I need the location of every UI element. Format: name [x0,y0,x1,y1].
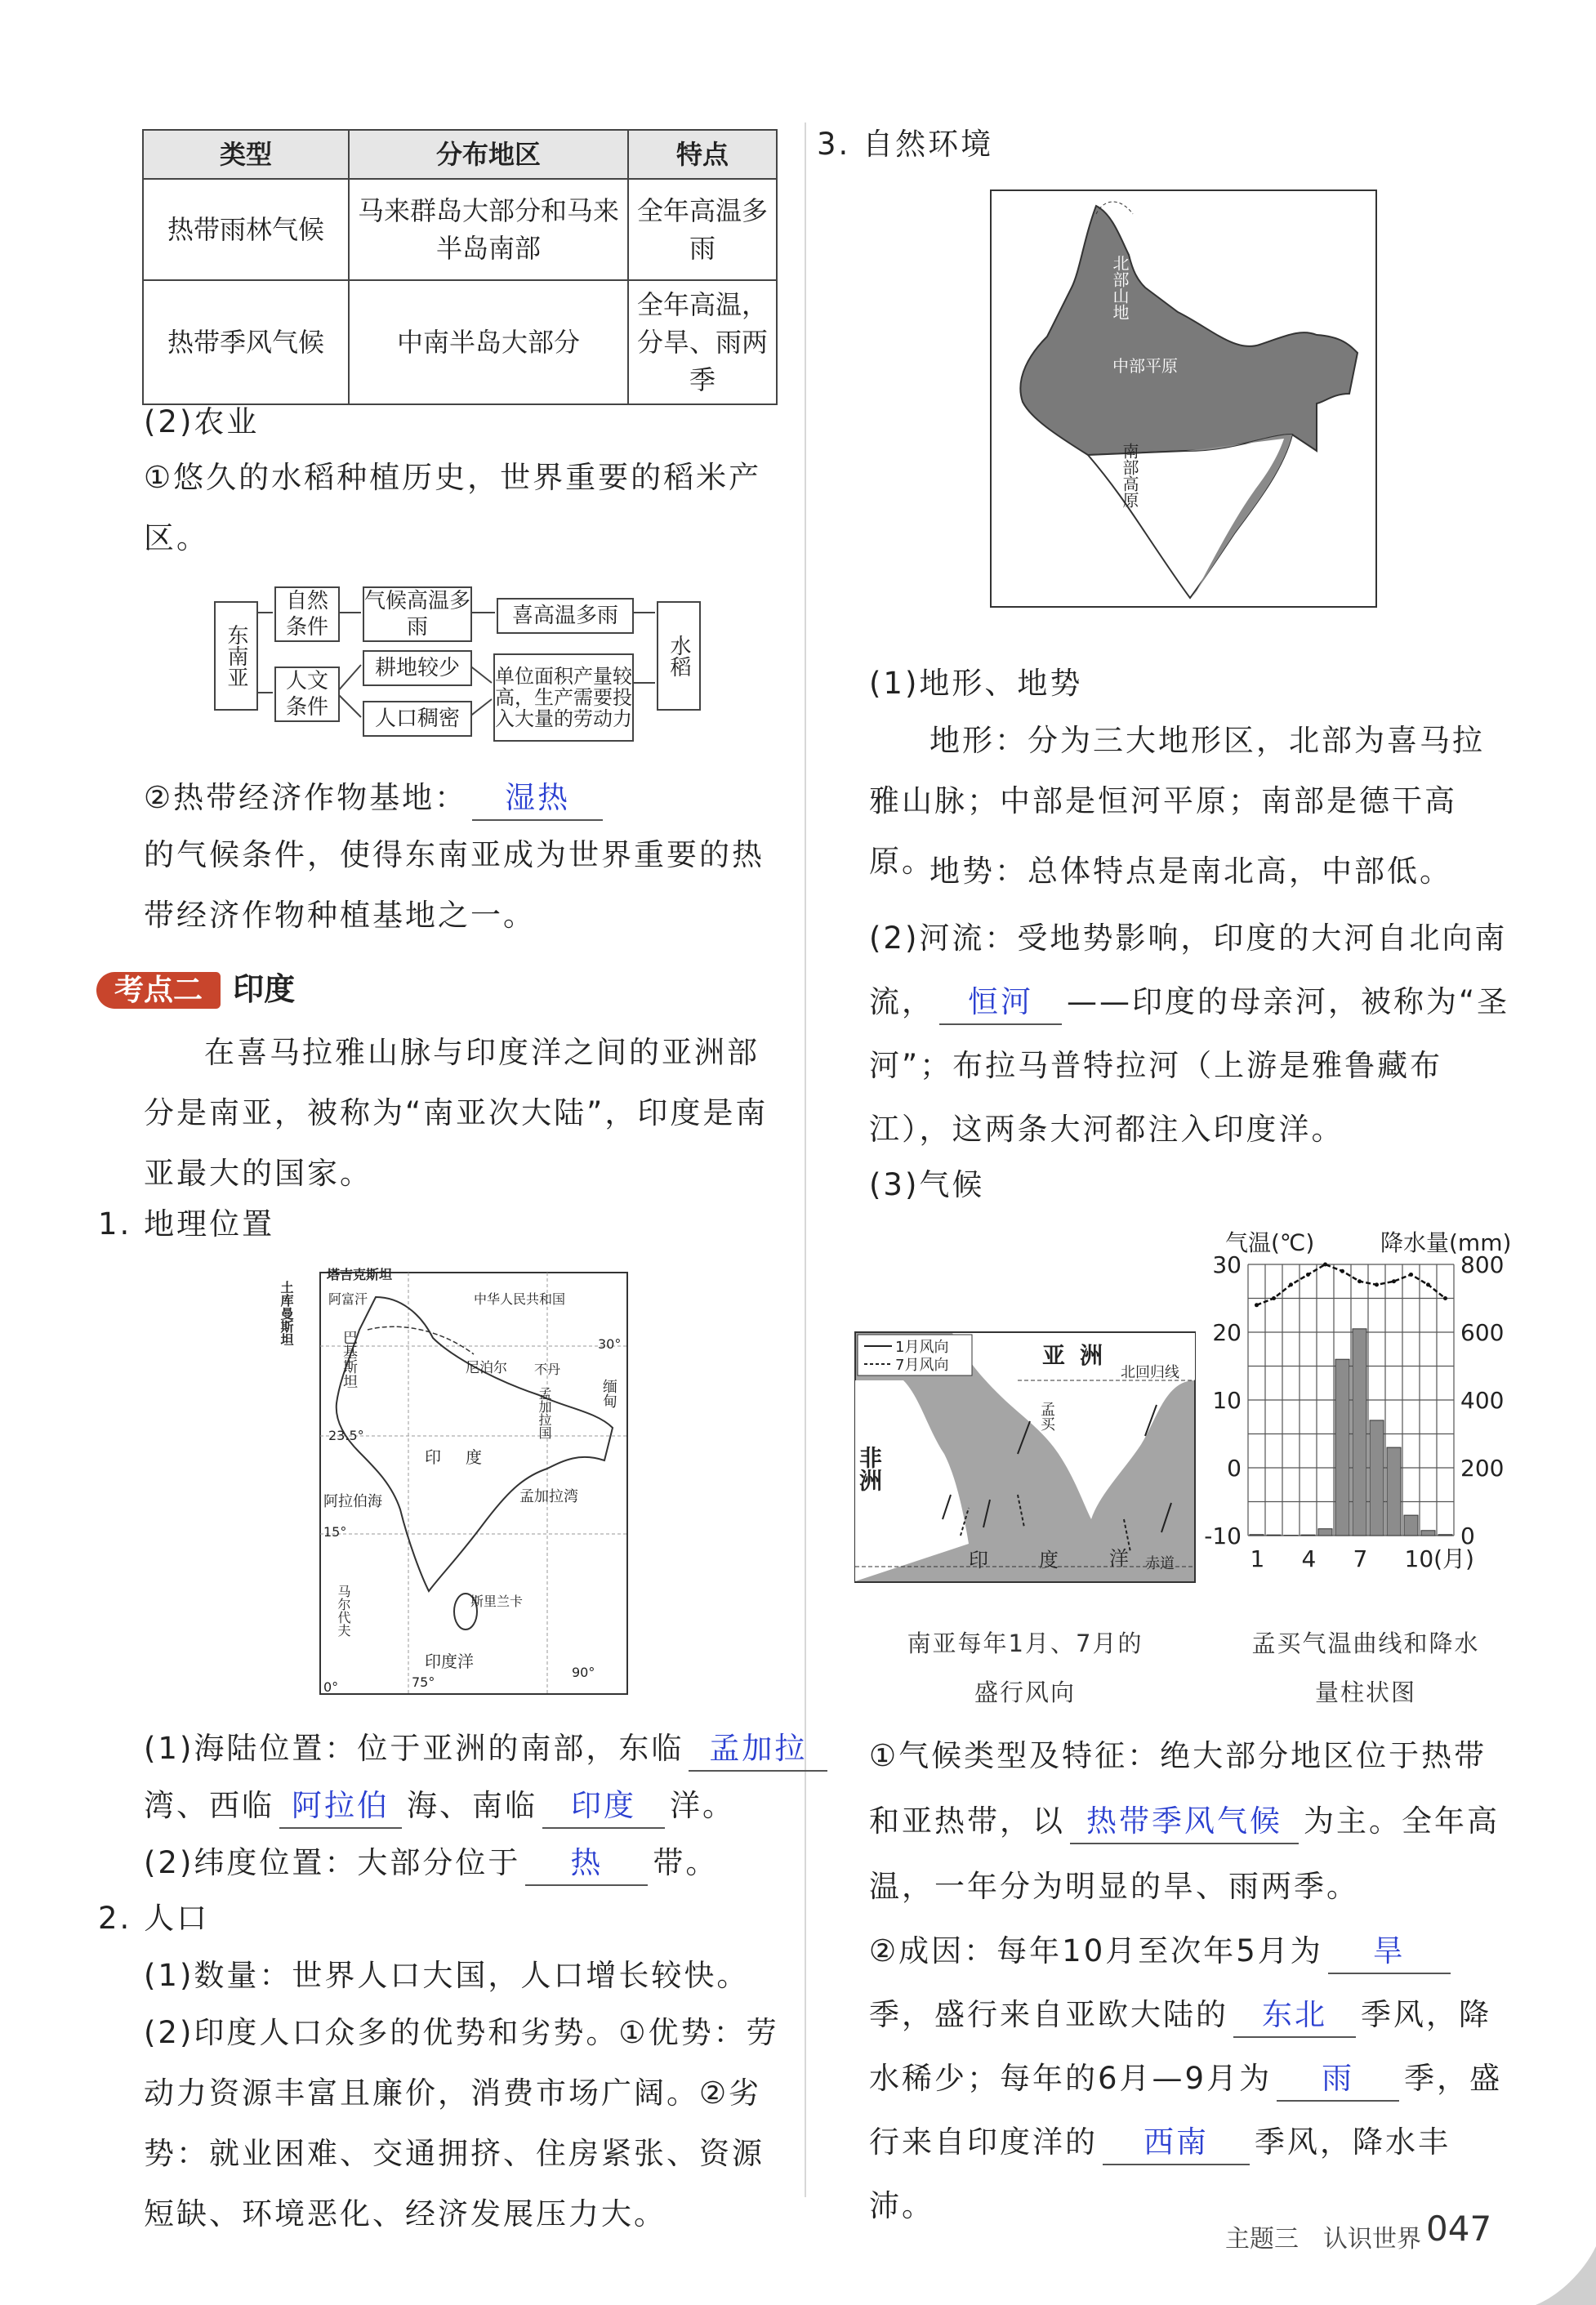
wind-label-equator: 赤道 [1145,1555,1175,1572]
map-label: 15° [323,1524,347,1540]
y-tick-left: 20 [1212,1319,1242,1346]
table-cell: 马来群岛大部分和马来半岛南部 [349,179,628,280]
wind-label-africa: 非洲 [856,1446,883,1491]
map-label: 孟加拉湾 [519,1488,578,1505]
climate-c1-b: 为主。全年高温，一年分为明显的旱、雨两季。 [869,1803,1500,1904]
agri-p1: ①悠久的水稻种植历史，世界重要的稻米产区。 [144,460,762,555]
geo-sea-c: 海、南临 [407,1788,537,1823]
geo-sea-line2 [144,1776,735,1836]
pop-heading: 2. 人口 [98,1901,210,1936]
map-label: 23.5° [328,1428,364,1443]
geo-sea-b: 湾、西临 [144,1788,274,1823]
section-intro: 在喜马拉雅山脉与印度洋之间的亚洲部分是南亚，被称为“南亚次大陆”，印度是南亚最大的国家。 [144,1035,769,1191]
temp-point [1289,1282,1293,1286]
y-tick-left: 10 [1212,1387,1242,1414]
answer-blank: 旱 [1328,1930,1451,1974]
map-label: 90° [572,1665,595,1680]
temp-point [1255,1303,1259,1307]
y-tick-left: 30 [1212,1251,1242,1278]
climate-c2-c: 季风，降水稀少；每年的6月—9月为 [869,1997,1491,2096]
temp-point [1443,1296,1447,1300]
table-row [143,179,777,280]
y-tick-right: 200 [1460,1455,1505,1482]
map-label: 中部平原 [1112,356,1178,376]
map-label: 土库曼斯坦 [279,1281,294,1346]
mumbai-climate-chart [1204,1225,1519,1585]
table-header: 特点 [628,130,777,179]
table-cell: 热带雨林气候 [143,179,349,280]
table-cell: 中南半岛大部分 [349,280,628,404]
y-tick-right: 600 [1460,1319,1505,1346]
x-tick: 4 [1301,1545,1317,1572]
rice-flow-diagram [214,577,720,740]
temp-point [1409,1273,1413,1277]
map-label: 孟加拉国 [537,1387,552,1439]
flow-human: 人文条件 [274,667,340,722]
temp-point [1375,1282,1379,1286]
india-terrain-map [990,189,1377,608]
map-label: 中华人民共和国 [474,1291,566,1307]
map-label: 斯里兰卡 [470,1594,524,1609]
answer-blank: 西南 [1103,2121,1250,2165]
terrain-text: 地形：分为三大地形区，北部为喜马拉雅山脉；中部是恒河平原；南部是德干高原。 [869,723,1485,879]
terrain-title: (1)地形、地势 [869,666,1083,701]
wind-label-mumbai: 孟买 [1038,1402,1055,1431]
rain-bar [1250,1535,1264,1536]
answer-blank: 阿拉伯 [279,1785,402,1829]
column-divider [805,123,806,2197]
agri-p2-a: ②热带经济作物基地： [144,780,468,815]
agri-p2-line [144,768,608,828]
temp-point [1392,1279,1396,1283]
climate-c2 [869,1919,1514,2238]
geo-lat-line [144,1833,718,1893]
table-cell: 全年高温，分旱、雨两季 [628,280,777,404]
agri-p2-b: 的气候条件，使得东南亚成为世界重要的热带经济作物种植基地之一。 [144,837,765,933]
map-label: 北部山地 [1110,255,1130,320]
geo-lat-a: (2)纬度位置：大部分位于 [144,1845,521,1880]
river-text [869,907,1514,1161]
wind-caption-text: 南亚每年1月、7月的盛行风向 [907,1630,1144,1706]
page-corner-curl [1536,2246,1596,2305]
temp-point [1340,1269,1344,1273]
table-header: 类型 [143,130,349,179]
agri-title: (2)农业 [144,404,260,439]
temp-point [1357,1279,1362,1283]
section-header [96,964,295,1009]
flow-natural: 自然条件 [274,586,340,642]
slope-text: 地势：总体特点是南北高，中部低。 [930,854,1452,889]
climate-c2-a: ②成因：每年10月至次年5月为 [869,1933,1323,1968]
temp-point [1323,1263,1327,1267]
map-label: 75° [412,1674,435,1690]
y-tick-right: 400 [1460,1387,1505,1414]
rain-bar [1335,1359,1349,1536]
footer-section: 主题三 认识世界 [1225,2225,1421,2254]
wind-label-ocean: 度 [1039,1549,1059,1572]
temp-point [1426,1282,1430,1286]
y-tick-left: -10 [1204,1523,1242,1549]
geo-sea-a: (1)海陆位置：位于亚洲的南部，东临 [144,1731,684,1766]
flow-region: 东南亚 [214,601,258,711]
climate-c2-e: 季风，降水丰沛。 [869,2124,1451,2223]
map-label: 印度 [425,1447,506,1467]
section-badge: 考点二 [96,972,221,1009]
table-cell: 全年高温多雨 [628,179,777,280]
chart-caption [1243,1619,1488,1717]
temp-point [1306,1273,1310,1277]
map-label: 南部高原 [1120,443,1139,508]
page-number: 047 [1426,2209,1492,2249]
y-tick-right: 0 [1460,1523,1475,1549]
wind-label-ocean: 印 [969,1549,988,1572]
map-label: 尼泊尔 [466,1360,507,1376]
nature-heading: 3. 自然环境 [817,127,994,162]
climate-title: (3)气候 [869,1167,985,1202]
map-label: 缅甸 [600,1379,617,1408]
x-tick: 10(月) [1404,1545,1474,1572]
map-label: 马尔代夫 [336,1585,351,1637]
x-tick: 1 [1250,1545,1265,1572]
y-tick-right: 800 [1460,1251,1505,1278]
map-label: 印度洋 [425,1652,474,1671]
river-b: ——印度的母亲河，被称为“圣河”；布拉马普特拉河（上游是雅鲁藏布江），这两条大河都注入印度洋。 [869,984,1510,1147]
flow-climate: 气候高温多雨 [363,586,472,642]
india-map-graphic [278,1264,629,1699]
table-row [143,280,777,404]
river-a: (2)河流：受地势影响，印度的大河自北向南流， [869,921,1508,1019]
answer-blank: 热 [525,1842,648,1886]
climate-c1 [869,1723,1514,1919]
climate-chart-svg [1204,1225,1519,1585]
flow-rice: 水稻 [657,601,701,711]
table-header: 分布地区 [349,130,628,179]
geo-sea-d: 洋。 [670,1788,735,1823]
terrain-map-graphic [990,189,1377,608]
wind-legend-1: 1月风向 [895,1339,949,1356]
flow-dense: 人口稠密 [363,701,472,737]
y-tick-left: 0 [1227,1455,1242,1482]
map-label: 不丹 [534,1362,561,1377]
map-label: 塔吉克斯坦 [327,1267,393,1282]
india-location-map [278,1264,629,1699]
answer-blank: 恒河 [939,981,1062,1025]
table-cell: 热带季风气候 [143,280,349,404]
geo-lat-b: 带。 [653,1845,719,1880]
chart-ylabel-right: 降水量(mm) [1380,1229,1512,1256]
pop-p2: (2)印度人口众多的优势和劣势。①优势：劳动力资源丰富且廉价，消费市场广阔。②劣势：就业困难、交通拥挤、住房紧张、资源短缺、环境恶化、经济发展压力大。 [144,2015,779,2231]
flow-labor: 单位面积产量较高，生产需要投入大量的劳动力 [493,653,634,742]
rain-bar [1301,1535,1315,1536]
climate-c2-b: 季，盛行来自亚欧大陆的 [869,1997,1228,2032]
wind-caption [898,1619,1152,1717]
map-label: 30° [598,1336,622,1352]
rain-bar [1370,1420,1384,1536]
flow-likes: 喜高温多雨 [497,598,634,634]
x-tick: 7 [1353,1545,1368,1572]
chart-title: 孟买气温曲线和降水量柱状图 [1251,1630,1480,1706]
geo-heading: 1. 地理位置 [98,1206,275,1242]
rain-bar [1267,1535,1281,1536]
answer-blank: 热带季风气候 [1070,1800,1299,1844]
rain-bar [1438,1535,1452,1536]
map-label: 阿拉伯海 [323,1493,382,1510]
wind-label-tropic: 北回归线 [1121,1364,1179,1381]
wind-label-ocean: 洋 [1109,1547,1129,1570]
map-label: 巴基斯坦 [341,1330,358,1389]
answer-blank: 雨 [1277,2058,1399,2102]
answer-blank: 孟加拉 [689,1728,827,1772]
answer-blank: 印度 [542,1785,665,1829]
section-title: 印度 [233,971,296,1007]
rain-bar [1353,1329,1366,1536]
temp-point [1272,1296,1276,1300]
rain-bar [1421,1531,1435,1536]
pop-p1: (1)数量：世界人口大国，人口增长较快。 [144,1958,750,1993]
answer-blank: 东北 [1233,1994,1356,2038]
wind-legend-2: 7月风向 [895,1357,949,1374]
answer-blank: 湿热 [472,777,603,821]
geo-sea-line1 [144,1719,832,1779]
wind-label-asia: 亚洲 [1042,1342,1118,1369]
climate-c2-d: 季，盛行来自印度洋的 [869,2061,1503,2160]
map-label: 0° [323,1679,339,1695]
table-header-row [143,130,777,179]
rain-bar [1404,1515,1418,1536]
chart-ylabel-left: 气温(℃) [1225,1229,1315,1256]
map-label: 阿富汗 [328,1291,368,1307]
climate-table [142,129,778,405]
flow-less-land: 耕地较少 [363,650,472,686]
rain-bar [1387,1447,1401,1536]
rain-bar [1318,1529,1332,1536]
climate-c1-a: ①气候类型及特征：绝大部分地区位于热带和亚热带，以 [869,1738,1487,1839]
wind-direction-map [854,1331,1196,1583]
